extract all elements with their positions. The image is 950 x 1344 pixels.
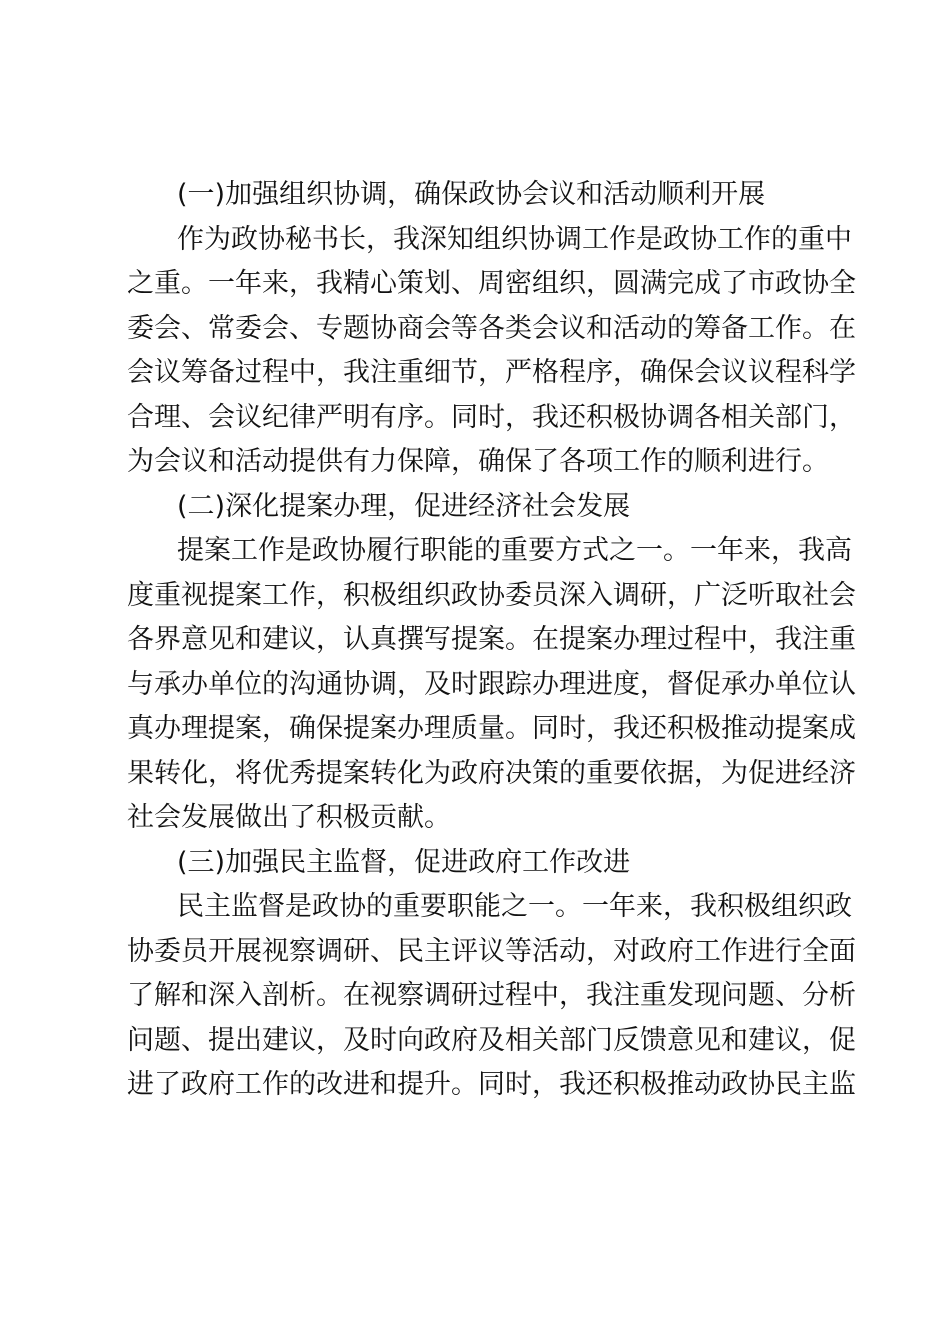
paragraph-line: 委会、常委会、专题协商会等各类会议和活动的筹备工作。在	[127, 313, 856, 344]
paragraph-line: 提案工作是政协履行职能的重要方式之一。一年来，我高	[177, 535, 852, 566]
paragraph-line: 真办理提案，确保提案办理质量。同时，我还积极推动提案成	[127, 713, 856, 744]
paragraph-line: 果转化，将优秀提案转化为政府决策的重要依据，为促进经济	[127, 758, 856, 789]
paragraph-line: 为会议和活动提供有力保障，确保了各项工作的顺利进行。	[127, 446, 829, 477]
section-heading-2: (二)深化提案办理，促进经济社会发展	[177, 491, 631, 522]
paragraph-line: 度重视提案工作，积极组织政协委员深入调研，广泛听取社会	[127, 580, 856, 611]
paragraph-line: 社会发展做出了积极贡献。	[127, 802, 451, 833]
paragraph-line: 会议筹备过程中，我注重细节，严格程序，确保会议议程科学	[127, 357, 856, 388]
paragraph-line: 问题、提出建议，及时向政府及相关部门反馈意见和建议，促	[127, 1025, 856, 1056]
section-heading-3: (三)加强民主监督，促进政府工作改进	[177, 847, 631, 878]
paragraph-line: 之重。一年来，我精心策划、周密组织，圆满完成了市政协全	[127, 268, 856, 299]
paragraph-line: 进了政府工作的改进和提升。同时，我还积极推动政协民主监	[127, 1069, 856, 1100]
paragraph-line: 作为政协秘书长，我深知组织协调工作是政协工作的重中	[177, 224, 852, 255]
paragraph-line: 合理、会议纪律严明有序。同时，我还积极协调各相关部门，	[127, 402, 856, 433]
paragraph-line: 协委员开展视察调研、民主评议等活动，对政府工作进行全面	[127, 936, 856, 967]
paragraph-line: 民主监督是政协的重要职能之一。一年来，我积极组织政	[177, 891, 852, 922]
paragraph-line: 各界意见和建议，认真撰写提案。在提案办理过程中，我注重	[127, 624, 856, 655]
section-heading-1: (一)加强组织协调，确保政协会议和活动顺利开展	[177, 179, 766, 210]
paragraph-line: 与承办单位的沟通协调，及时跟踪办理进度，督促承办单位认	[127, 669, 856, 700]
paragraph-line: 了解和深入剖析。在视察调研过程中，我注重发现问题、分析	[127, 980, 856, 1011]
